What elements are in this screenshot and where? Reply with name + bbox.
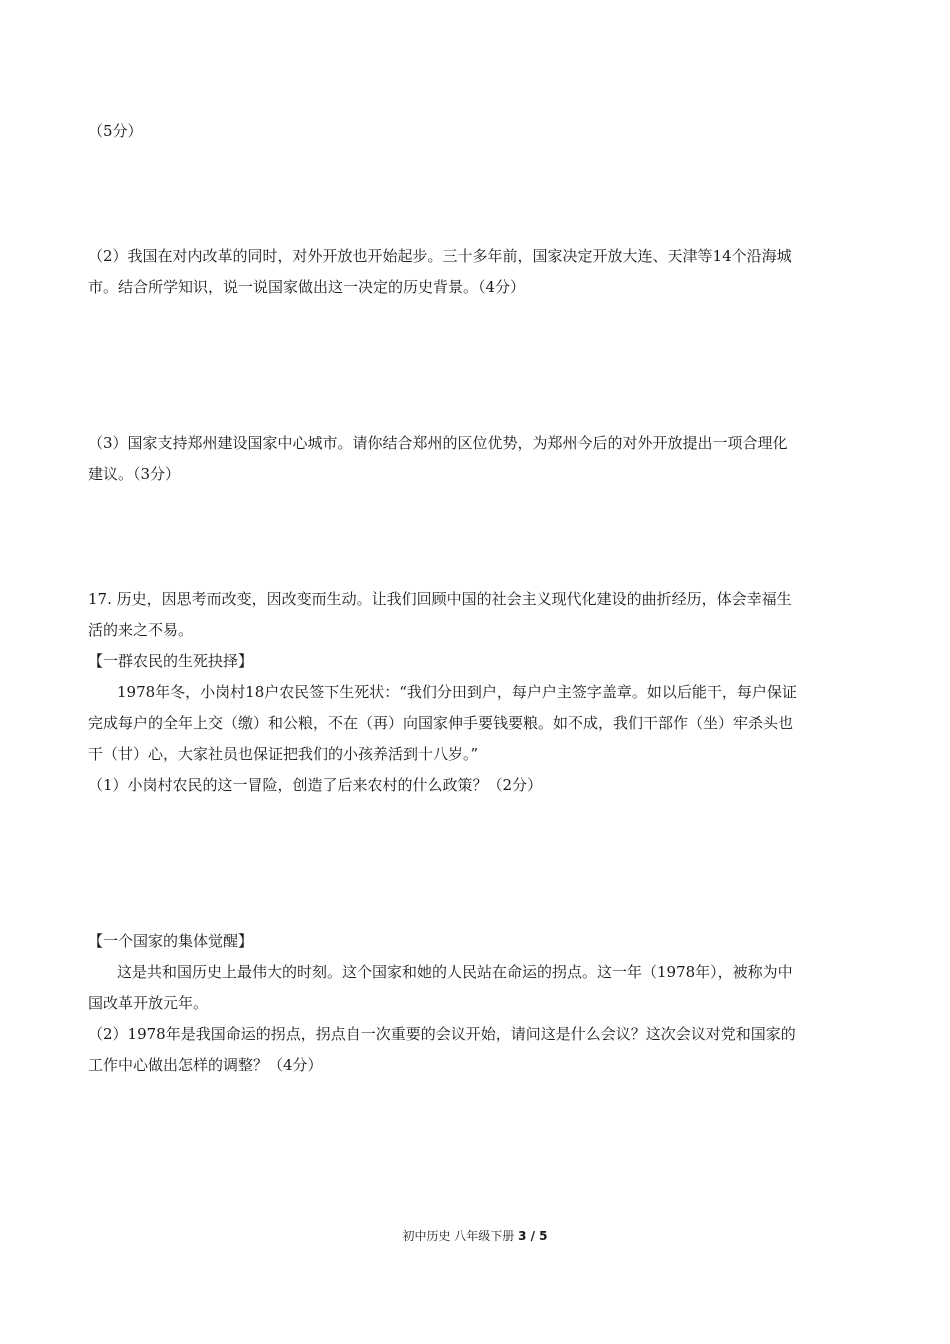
q17-question2-line1: （2）1978年是我国命运的拐点，拐点自一次重要的会议开始，请问这是什么会议？这次会议对党和国家的 xyxy=(88,1025,796,1043)
q17-section1-line3: 干（甘）心，大家社员也保证把我们的小孩养活到十八岁。” xyxy=(88,745,479,763)
q16-part2-line1: （2）我国在对内改革的同时，对外开放也开始起步。三十多年前，国家决定开放大连、天津等14个沿海城 xyxy=(88,247,792,265)
q17-section1-line1: 1978年冬，小岗村18户农民签下生死状：“我们分田到户，每户户主签字盖章。如以后能干，每户保证 xyxy=(117,683,797,701)
page-footer xyxy=(0,1228,950,1244)
q16-part2-line2: 市。结合所学知识，说一说国家做出这一决定的历史背景。（4分） xyxy=(88,278,526,296)
q16-part1-score: （5分） xyxy=(88,122,143,140)
q17-section2-heading: 【一个国家的集体觉醒】 xyxy=(88,932,254,950)
q17-question1: （1）小岗村农民的这一冒险，创造了后来农村的什么政策？（2分） xyxy=(88,776,543,794)
q17-intro-line2: 活的来之不易。 xyxy=(88,621,194,639)
q17-section1-line2: 完成每户的全年上交（缴）和公粮，不在（再）向国家伸手要钱要粮。如不成，我们干部作（坐）牢杀头也 xyxy=(88,714,794,732)
q16-part3-line1: （3）国家支持郑州建设国家中心城市。请你结合郑州的区位优势，为郑州今后的对外开放提出一项合理化 xyxy=(88,434,788,452)
page-number: 3 / 5 xyxy=(518,1229,548,1243)
q17-section1-heading: 【一群农民的生死抉择】 xyxy=(88,652,254,670)
q17-question2-line2: 工作中心做出怎样的调整？（4分） xyxy=(88,1056,323,1074)
q17-section2-line2: 国改革开放元年。 xyxy=(88,994,209,1012)
footer-text: 初中历史 八年级下册 xyxy=(402,1229,519,1243)
q17-intro-line1: 17. 历史，因思考而改变，因改变而生动。让我们回顾中国的社会主义现代化建设的曲折经历，体会幸福生 xyxy=(88,590,792,608)
q17-section2-line1: 这是共和国历史上最伟大的时刻。这个国家和她的人民站在命运的拐点。这一年（1978年），被称为中 xyxy=(117,963,793,981)
q16-part3-line2: 建议。（3分） xyxy=(88,465,181,483)
